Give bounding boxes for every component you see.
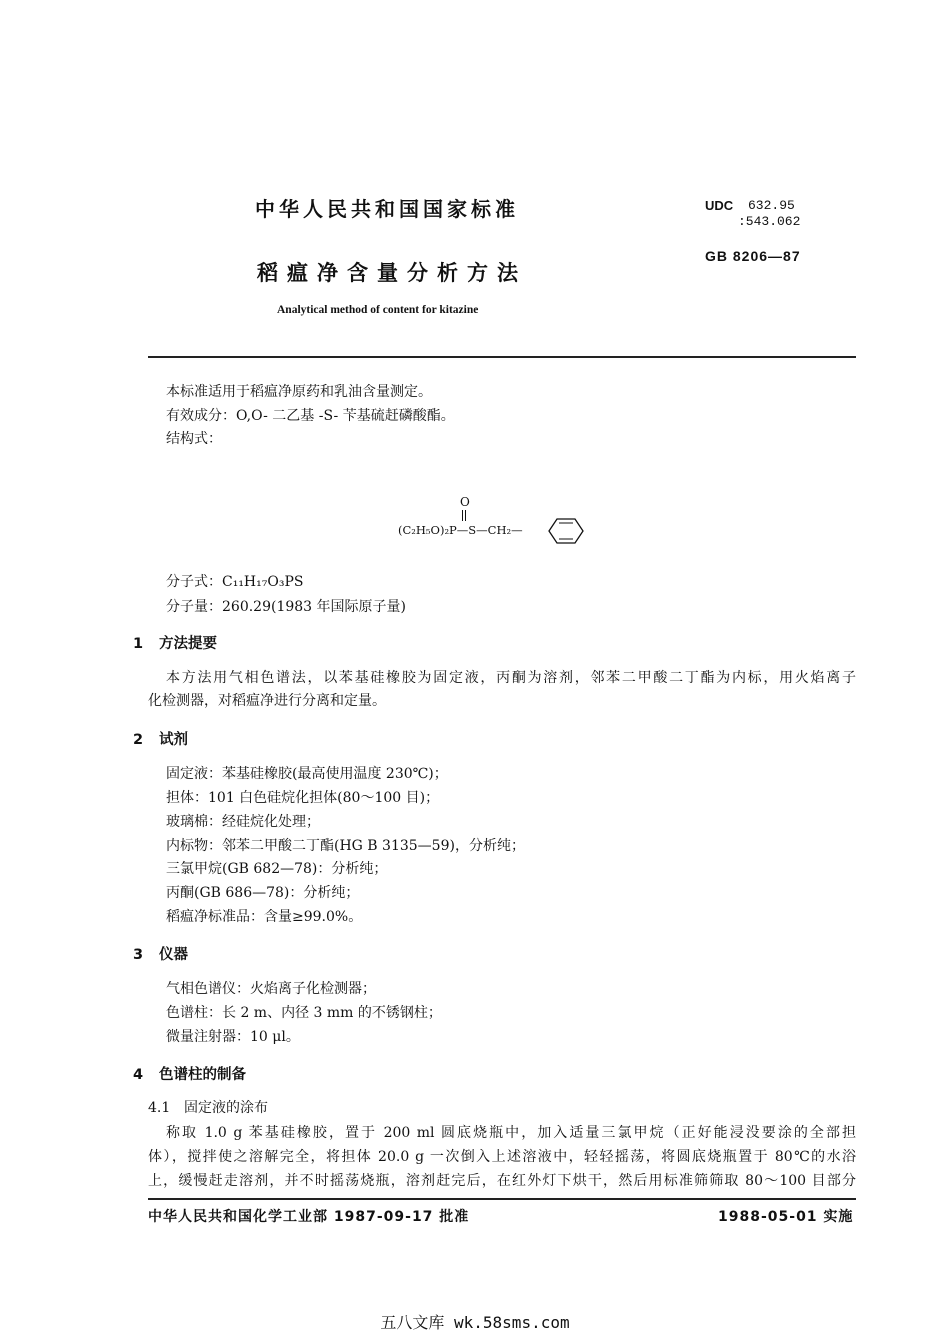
- reagent-item: 担体：101 白色硅烷化担体(80～100 目)；: [166, 790, 440, 806]
- structural-formula: [398, 495, 598, 555]
- section-title: 色谱柱的制备: [159, 1067, 246, 1083]
- section-1-line-2: 化检测器，对稻瘟净进行分离和定量。: [148, 693, 386, 709]
- instrument-item: 微量注射器：10 μl。: [166, 1029, 300, 1045]
- implementation-date: 1988-05-01 实施: [718, 1209, 854, 1225]
- section-4-line-1: 称取 1.0 g 苯基硅橡胶，置于 200 ml 圆底烧瓶中，加入适量三氯甲烷（正好能浸没要涂的全部担: [166, 1125, 856, 1141]
- header-rule: [148, 356, 856, 358]
- reagent-item: 固定液：苯基硅橡胶(最高使用温度 230℃)；: [166, 766, 448, 782]
- section-title: 试剂: [159, 732, 188, 748]
- udc-label: UDC: [705, 198, 734, 213]
- substituent-group: (C₂H₅O)₂P—S—CH₂—: [398, 523, 523, 537]
- oxygen-atom: O: [460, 495, 470, 509]
- subsection-number: 4.1: [148, 1100, 171, 1116]
- reagent-item: 丙酮(GB 686—78)：分析纯；: [166, 885, 360, 901]
- section-number: 1: [133, 636, 144, 652]
- national-standard-title: 中华人民共和国国家标准: [255, 197, 519, 221]
- double-bond-left: [462, 510, 463, 521]
- section-4-line-3: 上，缓慢赶走溶剂，并不时摇荡烧瓶，溶剂赶完后，在红外灯下烘干，然后用标准筛筛取 80～100 目部分: [148, 1173, 856, 1189]
- section-title: 方法提要: [159, 636, 217, 652]
- section-number: 3: [133, 947, 144, 963]
- molecular-formula: 分子式：C₁₁H₁₇O₃PS: [166, 574, 304, 590]
- footer-rule: [148, 1198, 856, 1200]
- section-number: 4: [133, 1067, 144, 1083]
- section-2-heading: [133, 728, 188, 749]
- reagent-item: 稻瘟净标准品：含量≥99.0%。: [166, 909, 363, 925]
- watermark: 五八文库 wk.58sms.com: [380, 1313, 570, 1332]
- reagent-item: 内标物：邻苯二甲酸二丁酯(HG B 3135—59)，分析纯；: [166, 838, 525, 854]
- standard-title: 稻瘟净含量分析方法: [257, 261, 527, 285]
- subsection-title: 固定液的涂布: [184, 1100, 268, 1116]
- approval-text: 中华人民共和国化学工业部 1987-09-17 批准: [148, 1209, 470, 1225]
- scope-text: 本标准适用于稻瘟净原药和乳油含量测定。: [166, 384, 432, 400]
- english-title: Analytical method of content for kitazine: [277, 304, 479, 316]
- double-bond-right: [465, 510, 466, 521]
- reagent-item: 三氯甲烷(GB 682—78)：分析纯；: [166, 861, 388, 877]
- gb-number: GB 8206—87: [705, 248, 801, 264]
- section-4-line-2: 体），搅拌使之溶解完全，将担体 20.0 g 一次倒入上述溶液中，轻轻摇荡，将圆底烧瓶置于 80℃的水浴: [148, 1149, 856, 1165]
- section-4-heading: [133, 1063, 246, 1084]
- instrument-item: 气相色谱仪：火焰离子化检测器；: [166, 981, 376, 997]
- udc-code-line1: 632.95: [748, 198, 795, 213]
- section-title: 仪器: [159, 947, 188, 963]
- section-1-line-1: 本方法用气相色谱法，以苯基硅橡胶为固定液，丙酮为溶剂，邻苯二甲酸二丁酯为内标，用火焰离子: [166, 670, 856, 686]
- molecular-weight: 分子量：260.29(1983 年国际原子量): [166, 599, 406, 615]
- benzene-ring-icon: [541, 517, 591, 545]
- udc-code-line2: :543.062: [738, 214, 801, 229]
- active-ingredient-text: 有效成分：O,O- 二乙基 -S- 苄基硫赶磷酸酯。: [166, 408, 455, 424]
- reagent-item: 玻璃棉：经硅烷化处理；: [166, 814, 320, 830]
- structure-label: 结构式：: [166, 431, 222, 447]
- subsection-4-1-heading: [148, 1097, 268, 1119]
- instrument-item: 色谱柱：长 2 m、内径 3 mm 的不锈钢柱；: [166, 1005, 442, 1021]
- section-3-heading: [133, 943, 188, 964]
- section-number: 2: [133, 732, 144, 748]
- section-1-heading: [133, 632, 217, 653]
